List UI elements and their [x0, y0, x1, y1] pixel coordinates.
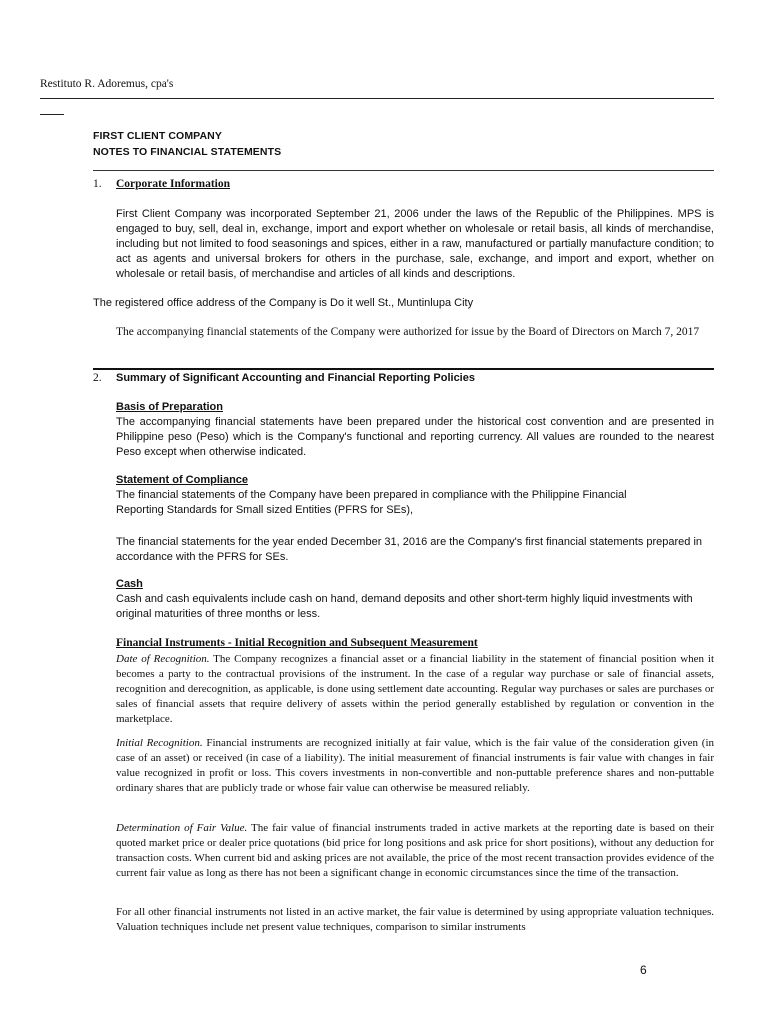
basis-of-preparation-text: The accompanying financial statements have been prepared under the historical cost convention and are presented in Philippine peso (Peso) which is the Company's functional and reporting currency. All values are rounded to the nearest Peso except when otherwise indicated.: [116, 416, 714, 458]
initial-recognition-label: Initial Recognition.: [116, 737, 203, 749]
fair-value-text: The fair value of financial instruments traded in active markets at the reporting date is based on their quoted market price or dealer price quotations (bid price for long positions and ask price for short positions), without any deduction for transaction costs. When current bid and asking prices are not available, the price of the most recent transaction provides evidence of the current fair value as long as there has not been a significant change in economic circumstances since the time of the transaction.: [116, 822, 715, 879]
registered-office-paragraph: The registered office address of the Company is Do it well St., Muntinlupa City: [93, 297, 474, 309]
page-number: 6: [640, 963, 647, 977]
document-title: NOTES TO FINANCIAL STATEMENTS: [93, 146, 282, 158]
header-rule-tail: [40, 114, 64, 115]
other-instruments-paragraph: For all other financial instruments not listed in an active market, the fair value is determined by using appropriate valuation techniques. Valuation techniques include net present value techniques, comparison to similar instruments: [116, 906, 714, 933]
section-divider: [93, 368, 714, 370]
author-header: Restituto R. Adoremus, cpa's: [40, 78, 174, 90]
title-rule: [93, 170, 714, 171]
cash-text: Cash and cash equivalents include cash on hand, demand deposits and other short-term highly liquid investments with original maturities of three months or less.: [116, 593, 693, 620]
header-rule: [40, 98, 714, 99]
fair-value-label: Determination of Fair Value.: [116, 822, 248, 834]
fair-value-paragraph: [116, 821, 714, 881]
section-2-title: Summary of Significant Accounting and Financial Reporting Policies: [116, 372, 475, 384]
authorization-paragraph: The accompanying financial statements of the Company were authorized for issue by the Board of Directors on March 7, 2017: [116, 326, 700, 338]
section-2-number: 2.: [93, 372, 102, 384]
company-name: FIRST CLIENT COMPANY: [93, 130, 222, 142]
corporate-info-paragraph: First Client Company was incorporated September 21, 2006 under the laws of the Republic of the Philippines. MPS is engaged to buy, sell, deal in, exchange, import and export whether on wholesale or retail basis, all kinds of merchandise, including but not limited to food seasonings and spices, either in a raw, manufactured or partially manufacture condition; to act as agents and universal brokers for others in the purchase, sale, exchange, and import and export, whether on wholesale or retail basis, of merchandise and articles of all kinds and descriptions.: [116, 208, 714, 280]
date-of-recognition-paragraph: [116, 652, 714, 727]
section-1-number: 1.: [93, 178, 102, 190]
date-of-recognition-label: Date of Recognition.: [116, 653, 210, 665]
financial-instruments-heading: Financial Instruments - Initial Recognition and Subsequent Measurement: [116, 637, 478, 649]
statement-of-compliance-text: The financial statements of the Company have been prepared in compliance with the Philippine Financial Reporting Standards for Small sized Entities (PFRS for SEs),: [116, 489, 627, 516]
initial-recognition-paragraph: [116, 736, 714, 796]
initial-recognition-text: Financial instruments are recognized initially at fair value, which is the fair value of the consideration given (in case of an asset) or received (in case of a liability). The initial measurement of financial instruments is fair value with changes in fair value recognized in profit or loss. This covers investments in non-convertible and non-puttable preference shares and non-puttable ordinary shares that are publicly trade or whose fair value can otherwise be measured reliably.: [116, 737, 715, 794]
statement-of-compliance-heading: Statement of Compliance: [116, 474, 249, 486]
first-financial-statements-text: The financial statements for the year ended December 31, 2016 are the Company's first financial statements prepared in accordance with the PFRS for SEs.: [116, 536, 703, 563]
basis-of-preparation-heading: Basis of Preparation: [116, 401, 223, 413]
cash-heading: Cash: [116, 578, 143, 590]
date-of-recognition-text: The Company recognizes a financial asset or a financial liability in the statement of financial position when it becomes a party to the contractual provisions of the instrument. In the case of a regular way purchase or sale of financial assets, recognition and derecognition, as applicable, is done using settlement date accounting. Regular way purchases or sales are purchases or sales of financial assets that require delivery of assets within the period generally established by regulation or convention in the marketplace.: [116, 653, 715, 725]
section-1-title: Corporate Information: [116, 178, 231, 190]
